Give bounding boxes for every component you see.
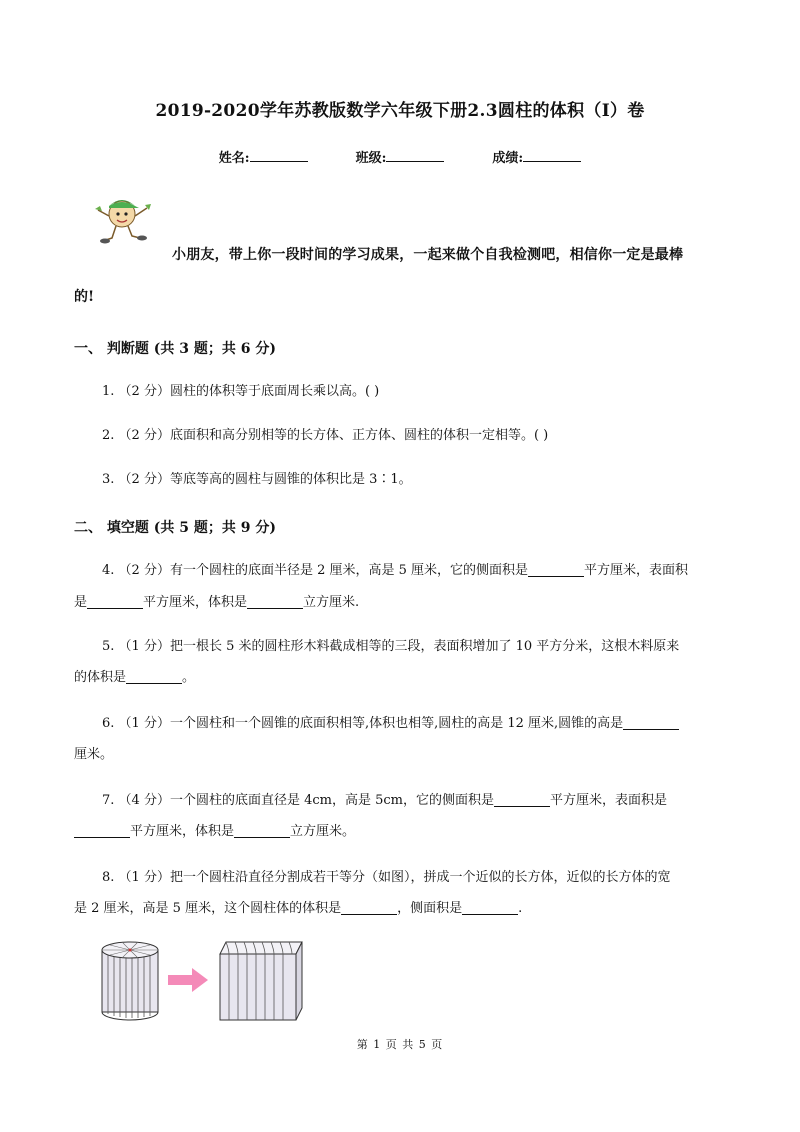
cuboid-icon	[220, 942, 302, 1020]
section-true-false: 一、 判断题 (共 3 题；共 6 分)	[74, 341, 276, 357]
answer-blank[interactable]	[126, 669, 182, 684]
question-8-line-1: 8. （1 分）把一个圆柱沿直径分割成若干等分（如图），拼成一个近似的长方体，近似的长方体的宽	[102, 870, 671, 885]
answer-blank[interactable]	[528, 562, 584, 577]
intro-line-2: 的!	[74, 289, 95, 305]
question-4-line-1: 4. （2 分）有一个圆柱的底面半径是 2 厘米，高是 5 厘米，它的侧面积是 平方厘米，表面积	[102, 563, 689, 578]
score-label: 成绩:	[492, 151, 524, 166]
question-6-line-2: 厘米。	[74, 747, 114, 762]
class-blank[interactable]	[386, 149, 444, 162]
class-label: 班级:	[355, 151, 387, 166]
question-2: 2. （2 分）底面积和高分别相等的长方体、正方体、圆柱的体积一定相等。( )	[102, 428, 549, 443]
answer-blank[interactable]	[74, 823, 130, 838]
answer-blank[interactable]	[462, 900, 518, 915]
cylinder-to-cuboid-figure	[98, 936, 310, 1028]
answer-blank[interactable]	[494, 792, 550, 807]
name-field	[219, 147, 308, 166]
answer-blank[interactable]	[341, 900, 397, 915]
answer-blank[interactable]	[234, 823, 290, 838]
question-7-line-2: 平方厘米，体积是 立方厘米。	[74, 818, 355, 846]
answer-blank[interactable]	[623, 715, 679, 730]
question-6-line-1: 6. （1 分）一个圆柱和一个圆锥的底面积相等,体积也相等,圆柱的高是 12 厘米,圆锥的高是	[102, 710, 679, 738]
answer-blank[interactable]	[87, 594, 143, 609]
answer-blank[interactable]	[247, 594, 303, 609]
question-8-line-2: 是 2 厘米，高是 5 厘米，这个圆柱体的体积是 ，侧面积是 .	[74, 901, 523, 916]
intro-line-1: 小朋友，带上你一段时间的学习成果，一起来做个自我检测吧，相信你一定是最棒	[172, 247, 684, 263]
question-4-line-2: 是 平方厘米，体积是 立方厘米.	[74, 595, 360, 610]
class-field	[356, 147, 445, 166]
page-footer: 第 1 页 共 5 页	[356, 1038, 444, 1051]
question-7-line-1: 7. （4 分）一个圆柱的底面直径是 4cm，高是 5cm，它的侧面积是 平方厘米，表面积是	[102, 793, 667, 808]
name-blank[interactable]	[250, 149, 308, 162]
mascot-cartoon-icon	[92, 192, 154, 248]
student-info-row	[0, 147, 800, 166]
section-fill-blank: 二、 填空题 (共 5 题；共 9 分)	[74, 520, 276, 536]
question-3: 3. （2 分）等底等高的圆柱与圆锥的体积比是 3∶1。	[102, 472, 412, 487]
page-title: 2019-2020学年苏教版数学六年级下册2.3圆柱的体积（I）卷	[155, 101, 645, 121]
cylinder-icon	[102, 942, 158, 1020]
score-field	[492, 147, 581, 166]
arrow-right-icon	[168, 968, 208, 992]
score-blank[interactable]	[523, 149, 581, 162]
question-1: 1. （2 分）圆柱的体积等于底面周长乘以高。( )	[102, 384, 380, 399]
name-label: 姓名:	[218, 151, 250, 166]
question-5-line-2: 的体积是 。	[74, 670, 196, 685]
question-5-line-1: 5. （1 分）把一根长 5 米的圆柱形木料截成相等的三段，表面积增加了 10 平方分米，这根木料原来	[102, 639, 680, 654]
